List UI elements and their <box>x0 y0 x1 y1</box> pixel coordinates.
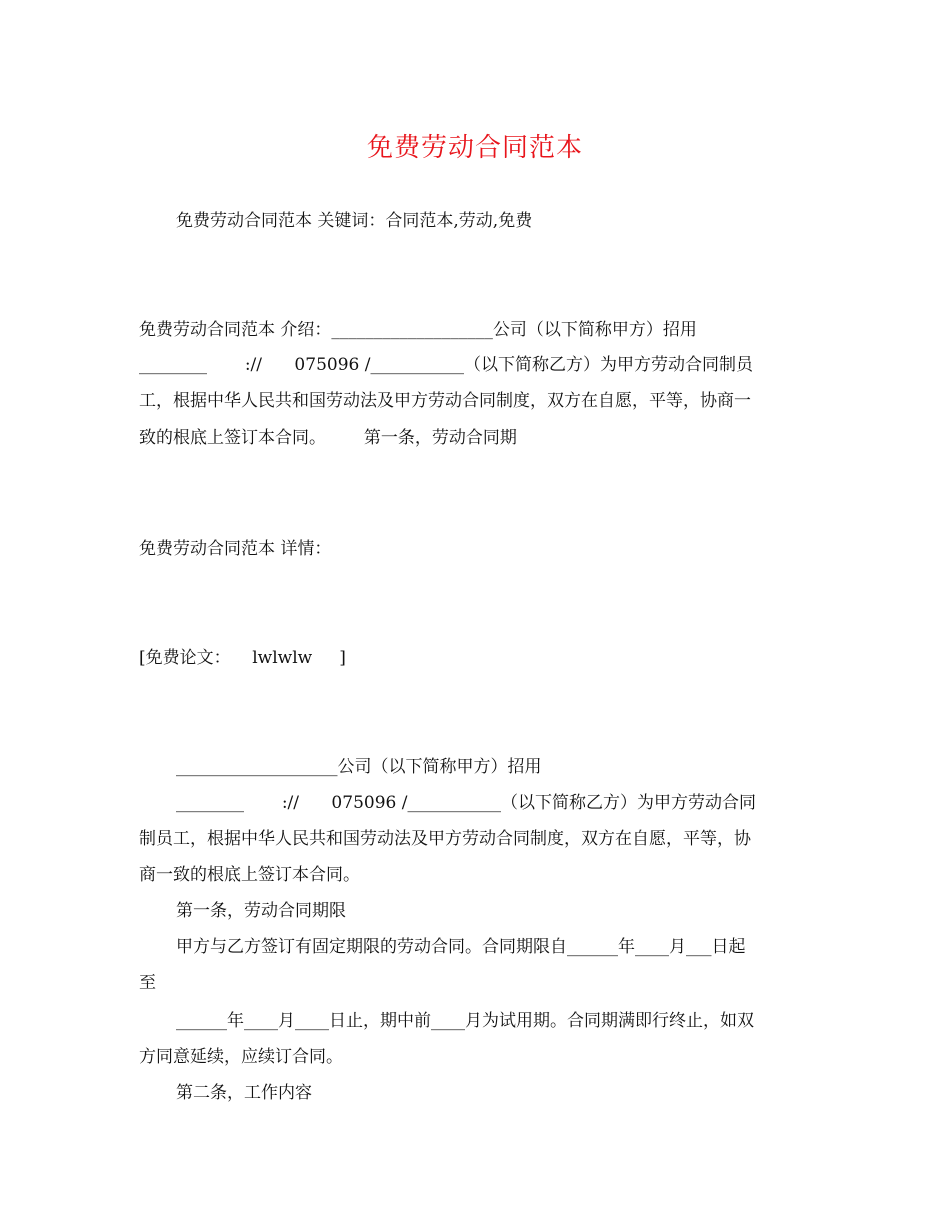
body-paragraph-1: ___________________公司（以下简称甲方）招用 <box>176 757 542 777</box>
article-1-heading: 第一条，劳动合同期限 <box>176 901 346 921</box>
intro-line-1: 免费劳动合同范本 介绍：___________________公司（以下简称甲方）招用 <box>139 320 697 340</box>
intro-line-2: ________ :// 075096 /___________（以下简称乙方）为甲方劳动合同制员 <box>139 355 753 375</box>
body-paragraph-2-line-1: ________ :// 075096 /___________（以下简称乙方）为甲方劳动合同 <box>176 793 756 813</box>
body-paragraph-2-line-3: 商一致的根底上签订本合同。 <box>139 865 360 885</box>
article-1-line-3: ______年____月____日止，期中前____月为试用期。合同期满即行终止，如双 <box>176 1011 754 1031</box>
keywords-line: 免费劳动合同范本 关键词：合同范本,劳动,免费 <box>176 211 533 231</box>
document-title: 免费劳动合同范本 <box>366 133 583 163</box>
intro-line-3: 工，根据中华人民共和国劳动法及甲方劳动合同制度，双方在自愿，平等，协商一 <box>139 391 751 411</box>
article-1-line-4: 方同意延续，应续订合同。 <box>139 1047 343 1067</box>
article-2-heading: 第二条，工作内容 <box>176 1083 312 1103</box>
article-1-line-2: 至 <box>139 973 156 993</box>
details-label: 免费劳动合同范本 详情： <box>139 539 332 559</box>
free-paper-link: [免费论文： lwlwlw ] <box>139 648 346 668</box>
body-paragraph-2-line-2: 制员工，根据中华人民共和国劳动法及甲方劳动合同制度，双方在自愿，平等，协 <box>139 829 751 849</box>
article-1-line-1: 甲方与乙方签订有固定期限的劳动合同。合同期限自______年____月___日起 <box>176 937 746 957</box>
intro-line-4: 致的根底上签订本合同。 第一条，劳动合同期 <box>139 428 517 448</box>
